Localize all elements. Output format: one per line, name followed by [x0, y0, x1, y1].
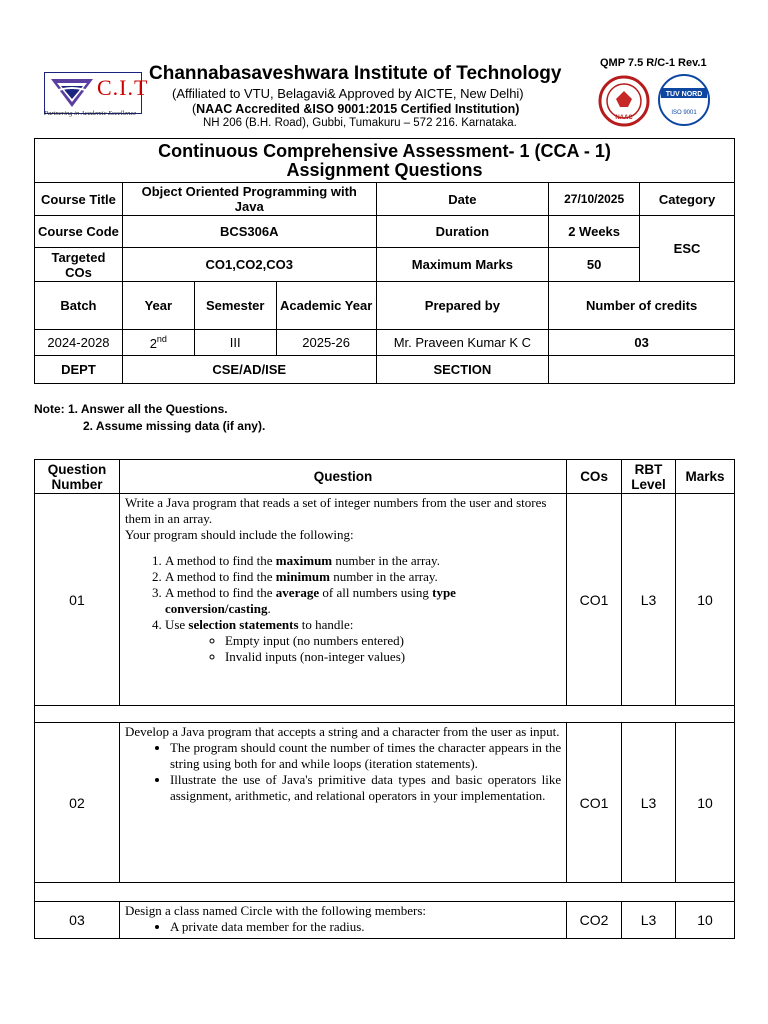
- year-value: 2nd: [122, 330, 194, 356]
- document-code: QMP 7.5 R/C-1 Rev.1: [600, 57, 707, 69]
- header-marks: Marks: [676, 460, 735, 494]
- course-code-value: BCS306A: [122, 216, 376, 248]
- logo-text: C.I.T: [97, 75, 149, 100]
- note-line-2: 2. Assume missing data (if any).: [83, 419, 266, 433]
- section-value: [549, 356, 735, 384]
- list-item: 1. A method to find the maximum number in the array.: [165, 553, 561, 569]
- question-marks: 10: [676, 494, 735, 706]
- header-cos: COs: [567, 460, 622, 494]
- semester-label: Semester: [194, 282, 276, 330]
- header-question-number: Question Number: [35, 460, 120, 494]
- naac-seal-icon: [598, 75, 650, 127]
- credits-label: Number of credits: [549, 282, 735, 330]
- semester-value: III: [194, 330, 276, 356]
- credits-value: 03: [549, 330, 735, 356]
- assessment-title: Continuous Comprehensive Assessment- 1 (CCA - 1) Assignment Questions: [35, 139, 735, 183]
- college-logo: [44, 72, 149, 114]
- spacer-row: [35, 706, 735, 723]
- question-number: 02: [35, 723, 120, 883]
- question-number: 01: [35, 494, 120, 706]
- question-marks: 10: [676, 723, 735, 883]
- question-rbt: L3: [622, 723, 676, 883]
- institute-name: Channabasaveshwara Institute of Technology: [149, 63, 562, 84]
- dept-value: CSE/AD/ISE: [122, 356, 376, 384]
- question-number: 03: [35, 902, 120, 939]
- year-label: Year: [122, 282, 194, 330]
- section-label: SECTION: [376, 356, 549, 384]
- list-item: • Illustrate the use of Java's primitive data types and basic operators like assignment, arithmetic, and relational operators in your implementation.: [170, 772, 561, 804]
- question-row: [35, 902, 735, 939]
- affiliation-line: (Affiliated to VTU, Belagavi& Approved by AICTE, New Delhi): [172, 86, 524, 101]
- question-marks: 10: [676, 902, 735, 939]
- academic-year-label: Academic Year: [276, 282, 376, 330]
- question-text: Design a class named Circle with the following members: • A private data member for the radius.: [119, 902, 566, 939]
- address-line: NH 206 (B.H. Road), Gubbi, Tumakuru – 572 216. Karnataka.: [203, 117, 517, 129]
- max-marks-label: Maximum Marks: [376, 248, 549, 282]
- academic-year-value: 2025-26: [276, 330, 376, 356]
- header-question: Question: [119, 460, 566, 494]
- spacer-row: [35, 883, 735, 902]
- category-value: ESC: [640, 216, 735, 282]
- list-item: • A private data member for the radius.: [170, 919, 561, 935]
- list-item: 2. A method to find the minimum number in the array.: [165, 569, 561, 585]
- date-label: Date: [376, 183, 549, 216]
- category-label: Category: [640, 183, 735, 216]
- course-code-label: Course Code: [35, 216, 123, 248]
- tuv-certification-icon: [653, 74, 715, 126]
- header-rbt-level: RBT Level: [622, 460, 676, 494]
- accreditation-line: (NAAC Accredited &ISO 9001:2015 Certified Institution): [192, 102, 520, 116]
- question-text: Write a Java program that reads a set of integer numbers from the user and stores them in an array. Your program should include the following: 1. A method to find the maximum number in the array. 2. A method to find the minimum number in the array. 3. A method to find the average of all numbers using type conversion/casting. 4. Use selection statements to handle: ◦ Empty input (no numbers entered) ◦ Invalid inputs (non-integer values): [119, 494, 566, 706]
- list-item: • The program should count the number of times the character appears in the string using both for and while loops (iteration statements).: [170, 740, 561, 772]
- note-line-1: Note: 1. Answer all the Questions.: [34, 402, 228, 416]
- questions-table: [34, 459, 735, 939]
- question-row: [35, 494, 735, 706]
- tuv-text: TUV NORD: [665, 91, 703, 98]
- prepared-by-label: Prepared by: [376, 282, 549, 330]
- iso-text: ISO 9001: [671, 110, 697, 116]
- question-rbt: L3: [622, 902, 676, 939]
- duration-label: Duration: [376, 216, 549, 248]
- dept-label: DEPT: [35, 356, 123, 384]
- question-rbt: L3: [622, 494, 676, 706]
- max-marks-value: 50: [549, 248, 640, 282]
- batch-label: Batch: [35, 282, 123, 330]
- duration-value: 2 Weeks: [549, 216, 640, 248]
- prepared-by-value: Mr. Praveen Kumar K C: [376, 330, 549, 356]
- question-cos: CO2: [567, 902, 622, 939]
- assessment-info-table: [34, 138, 735, 384]
- question-cos: CO1: [567, 723, 622, 883]
- logo-tagline: Partnering in Academic Excellence: [44, 110, 137, 117]
- course-title-value: Object Oriented Programming with Java: [122, 183, 376, 216]
- list-item: ◦ Invalid inputs (non-integer values): [225, 649, 561, 665]
- list-item: 3. A method to find the average of all numbers using type conversion/casting.: [165, 585, 561, 617]
- batch-value: 2024-2028: [35, 330, 123, 356]
- targeted-cos-label: Targeted COs: [35, 248, 123, 282]
- course-title-label: Course Title: [35, 183, 123, 216]
- question-row: [35, 723, 735, 883]
- question-text: Develop a Java program that accepts a string and a character from the user as input. • The program should count the number of times the character appears in the string using both for and while loops (iteration statements). • Illustrate the use of Java's primitive data types and basic operators like assignment, arithmetic, and relational operators in your implementation.: [119, 723, 566, 883]
- date-value: 27/10/2025: [549, 183, 640, 216]
- targeted-cos-value: CO1,CO2,CO3: [122, 248, 376, 282]
- naac-seal-text: NAAC: [615, 115, 633, 121]
- list-item: ◦ Empty input (no numbers entered): [225, 633, 561, 649]
- question-cos: CO1: [567, 494, 622, 706]
- list-item: 4. Use selection statements to handle: ◦ Empty input (no numbers entered) ◦ Invalid inputs (non-integer values): [165, 617, 561, 665]
- logo-emblem-icon: [49, 75, 95, 111]
